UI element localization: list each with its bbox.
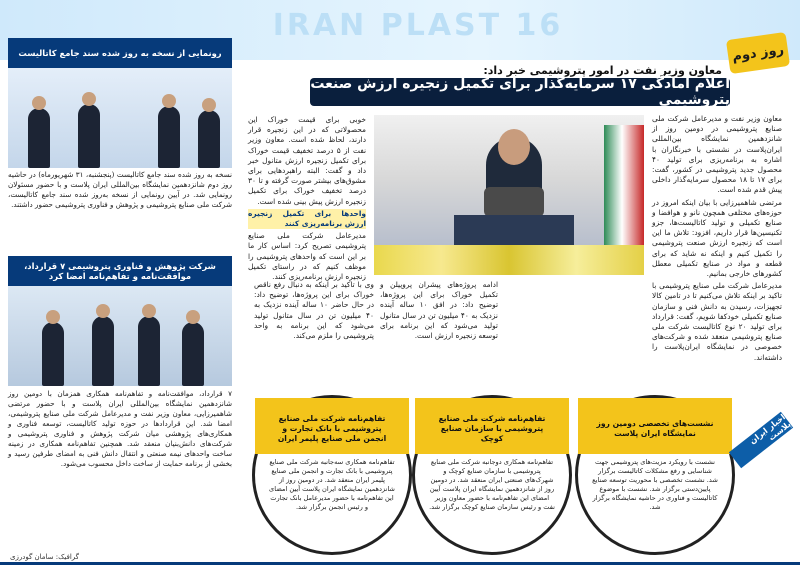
person-figure [78,104,100,168]
circle-title: نشست‌های تخصصی دومین روز نمایشگاه ایران پلاست [578,398,732,454]
contract-signing-photo [8,286,232,386]
paragraph: ادامه پروژه‌های پیشران پروپیلن و تکمیل خوراک برای این پروژه‌ها، توضیح داد: در افق ۱۰ ساله آینده نزدیک به ۴۰ میلیون تن در سال متانول تولید می‌شود که این برنامه برای توسعه زنجیره ارزش است. [380,280,498,341]
person-head [46,310,60,324]
news-circle-trade-bank [252,395,412,555]
person-figure [92,316,114,386]
person-head [186,310,200,324]
iranplast-watermark: IRAN PLAST 16 [272,8,564,43]
flowers [374,245,644,275]
paragraph: مرتضی شاهمیرزایی با بیان اینکه امروز در حوزه‌های مختلفی همچون نانو و هوافضا و صنایع تکمیلی و تولید کاتالیست‌ها، جزو تکنیسین‌ها قرار داریم، افزود: تلاش ما این است که زنجیره ارزش صنعت پتروشیمی را تکمیل کنیم و اینکه نه شاید که برای قطعه و مواد در صنایع تکمیلی معطل کشورهای خارجی بمانیم. [652,197,782,279]
circle-title: تفاهم‌نامه شرکت ملی صنایع پتروشیمی با بانک تجارت و انجمن ملی صنایع پلیمر ایران [255,398,409,454]
article-column-4 [380,280,498,388]
person-head [202,98,216,112]
person-head [142,304,156,318]
person-figure [138,316,160,386]
person-figure [182,322,204,386]
news-circle-small-industries [412,395,572,555]
contracts-article-text: ۷ قرارداد، موافقت‌نامه و تفاهم‌نامه همکاری همزمان با دومین روز شانزدهمین نمایشگاه بین‌المللی ایران پلاست و با حضور مرتضی شاهمیرزایی، معاون وزیر نفت و مدیرعامل شرکت ملی صنایع پتروشیمی، امضا شد. این قراردادها در حوزه تولید کاتالیست، توسعه فناوری و همکاری‌های پژوهشی میان شرکت پژوهش و فناوری پتروشیمی و شرکت‌های دانش‌بنیان منعقد شد. همچنین تفاهم‌نامه همکاری در زمینه ساخت واحدهای نیمه صنعتی و انتقال دانش فنی به امضای طرفین رسید و بخشی از برنامه حمایت از ساخت داخل محسوب می‌شود. [8,389,232,468]
person-figure [158,106,180,168]
paragraph: معاون وزیر نفت و مدیرعامل شرکت ملی صنایع پتروشیمی در دومین روز از شانزدهمین نمایشگاه بین‌المللی ایران‌پلاست در نشستی با خبرنگاران با اشاره به برنامه‌ریزی برای تولید ۴۰ محصول جدید پتروشیمی در کشور، گفت: برای ۱۷ تا ۱۸ محصول سرمایه‌گذار داخلی پیش قدم شده است. [652,114,783,195]
day-badge: روز دوم [726,32,790,74]
article-headline: اعلام آمادگی ۱۷ سرمایه‌گذار برای تکمیل زنجیره ارزش صنعت پتروشیمی [310,76,730,108]
paragraph: مدیرعامل شرکت ملی صنایع پتروشیمی تصریح کرد: اساس کار ما بر این است که واحدهای پتروشیمی را موظف کنیم که در راستای تکمیل زنجیره ارزش برنامه‌ریزی کنند. [248,231,366,282]
paragraph: مدیرعامل شرکت ملی صنایع پتروشیمی با تاکید بر اینکه تلاش می‌کنیم تا در تامین کالا تجهیزات، رسیدن به دانش فنی و سازمان صنایع تکمیلی خودکفا شویم، گفت: قرارداد برای تولید ۲۰ نوع کاتالیست شرکت ملی صنایع پتروشیمی منعقد شده و شرکت‌های خصوصی در نمایشگاه ایران‌پلاست را داشته‌اند. [652,281,782,362]
speaker-head [498,129,530,165]
catalyst-article-text: نسخه به روز شده سند جامع کاتالیست (پنجشنبه، ۳۱ شهریورماه) در حاشیه روز دوم شانزدهمین نمایشگاه بین‌المللی ایران پلاست و با حضور مسئولان رونمایی شد. در آیین رونمایی از نسخه به‌روز شده سند جامع کاتالیست، شرکت ملی صنایع پتروشیمی و پژوهش و فناوری پتروشیمی حضور داشتند. [8,170,232,209]
person-head [82,92,96,106]
subheading: واحدها برای تکمیل زنجیره ارزش برنامه‌ریزی کنند [248,208,366,229]
catalyst-unveiling-photo [8,68,232,168]
graphic-credit: گرافیک: سامان گودرزی [10,553,79,561]
news-circle-sessions [575,395,735,555]
article-overline: معاون وزیر نفت در امور پتروشیمی خبر داد: [483,64,722,77]
paragraph: خوبی برای قیمت خوراک این محصولاتی که در این زنجیره قرار دارند، لحاظ شده است. معاون وزیر نفت از ۵ درصد تخفیف قیمت خوراک برای تکمیل زنجیره ارزش متانول خبر داد و گفت: البته راهبرد‌هایی برای مشوق‌های بیشتر صورت گرفته و تا ۳۰ درصد تخفیف خوراک برای تکمیل زنجیره ارزش پیش بینی شده است. [248,115,366,206]
person-head [32,96,46,110]
speaker-photo [374,115,644,275]
iranplast-news-tag: اخبار ایران پلاست [729,412,793,468]
microphones [484,187,544,217]
sidebar-title-catalyst: رونمایی از نسخه به روز شده سند جامع کاتالیست [8,38,232,68]
person-head [96,304,110,318]
sidebar-title-contracts: شرکت پژوهش و فناوری پتروشیمی ۷ قرارداد، موافقت‌نامه و تفاهم‌نامه امضا کرد [8,256,232,286]
person-head [162,94,176,108]
circle-text: تفاهم‌نامه همکاری سه‌جانبه شرکت ملی صنایع پتروشیمی با بانک تجارت و انجمن ملی صنایع پلیمر ایران منعقد شد. در دومین روز از شانزدهمین نمایشگاه ایران پلاست آیین امضای این تفاهم‌نامه با حضور مدیرعامل بانک تجارت و رئیس انجمن برگزار شد. [269,458,395,511]
circle-text: تفاهم‌نامه همکاری دوجانبه شرکت ملی صنایع پتروشیمی با سازمان صنایع کوچک و شهرک‌های صنعتی ایران منعقد شد. در دومین روز از شانزدهمین نمایشگاه ایران پلاست آیین امضای این تفاهم‌نامه با حضور معاون وزیر نفت و رئیس سازمان صنایع کوچک برگزار شد. [429,458,555,511]
article-column-2 [248,115,366,293]
circle-title: تفاهم‌نامه شرکت ملی صنایع پتروشیمی با سازمان صنایع کوچک [415,398,569,454]
article-column-1 [652,114,783,362]
circle-text: نشست با رویکرد مزیت‌های پتروشیمی جهت شناسایی و رفع مشکلات کاتالیست برگزار شد. نشست تخصصی با محوریت توسعه صنایع پایین‌دستی برگزار شد. نشست با موضوع کاتالیست و فناوری در حاشیه نمایشگاه برگزار شد. [592,458,718,511]
person-figure [42,322,64,386]
iran-flag [604,125,644,245]
person-figure [198,110,220,168]
paragraph: وی با تاکید بر اینکه به دنبال رفع ناقص خوراک برای این پروژه‌ها، توضیح داد: در حال حاضر ۱۰ ساله آینده نزدیک به ۴۰ میلیون تن در سال متانول تولید می‌شود که این برنامه به واحد پتروشیمی را ملزم می‌کند. [254,280,374,341]
person-figure [28,108,50,168]
article-column-3 [254,280,374,388]
